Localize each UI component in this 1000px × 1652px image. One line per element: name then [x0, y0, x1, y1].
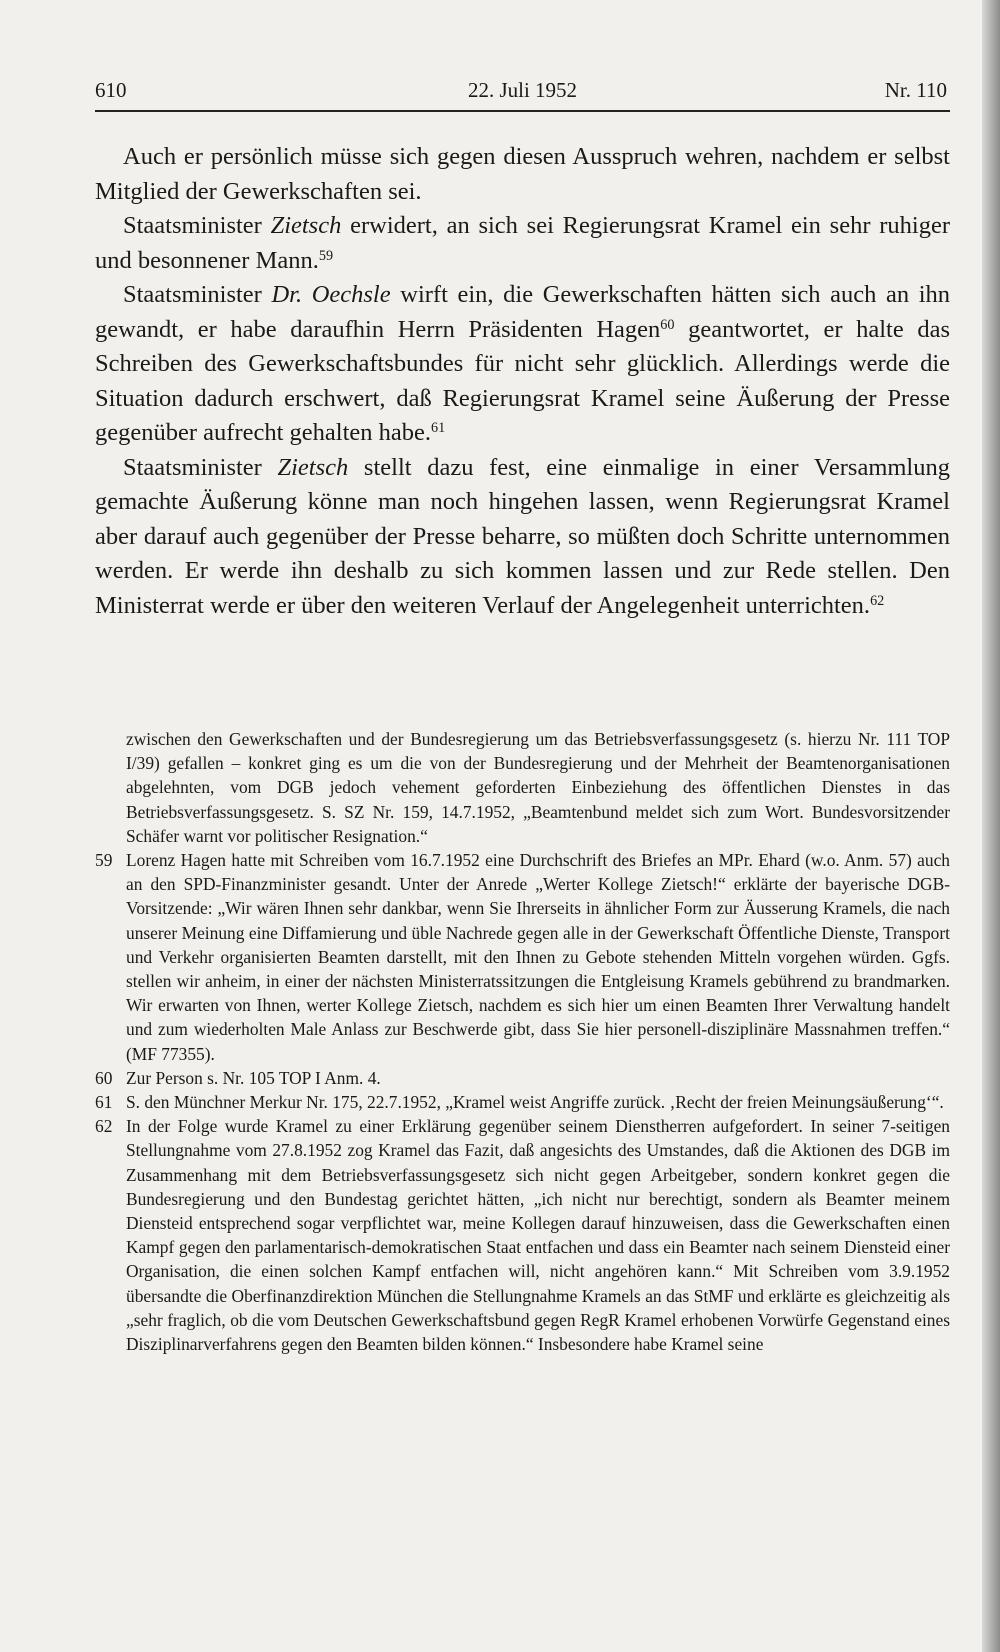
- page-edge-shadow: [982, 0, 1000, 1652]
- header-rule: [95, 110, 950, 112]
- footnote-62: 62 In der Folge wurde Kramel zu einer Erklärung gegenüber seinem Dienstherren aufgefordert. In seiner 7-seitigen Stellungnahme vom 27.8.1952 zog Kramel das Fazit, daß angesichts des Umstandes, daß die Aktionen des DGB im Zusammenhang mit dem Betriebsverfassungsgesetz sich nicht gegen Arbeitgeber, sondern konkret gegen die Bundesregierung und den Bundestag gerichtet hätten, „ich nicht nur berechtigt, sondern als Beamter meinem Diensteid entsprechend sogar verpflichtet war, meine Kollegen darauf hinzuweisen, dass die Gewerkschaften einen Kampf gegen den parlamentarisch-demokratischen Staat entfachen und dass ein Beamter nach seinem Diensteid einer Organisation, die einen solchen Kampf entfachen will, nicht angehören kann.“ Mit Schreiben vom 3.9.1952 übersandte die Oberfinanzdirektion München die Stellungnahme Kramels an das StMF und erklärte es gleichzeitig als „sehr fraglich, ob die vom Deutschen Gewerkschaftsbund gegen RegR Kramel erhobenen Vorwürfe Gegenstand eines Disziplinarverfahrens gegen den Beamten bilden können.“ Insbesondere habe Kramel seine: [95, 1116, 950, 1355]
- footnote-ref-60[interactable]: 60: [660, 316, 675, 333]
- footnote-61: 61 S. den Münchner Merkur Nr. 175, 22.7.1952, „Kramel weist Angriffe zurück. ‚Recht der freien Meinungsäußerung‘“.: [95, 1090, 950, 1114]
- footnote-ref-59[interactable]: 59: [318, 247, 334, 264]
- paragraph-1: Auch er persönlich müsse sich gegen diesen Ausspruch wehren, nachdem er selbst Mitglied der Gewerkschaften sei.: [95, 143, 950, 205]
- footnotes: [95, 727, 950, 1356]
- footnote-number: 60: [95, 1067, 113, 1088]
- footnote-60: 60 Zur Person s. Nr. 105 TOP I Anm. 4.: [95, 1066, 950, 1090]
- footnote-ref-61[interactable]: 61: [431, 420, 446, 437]
- paragraph-2: Staatsminister Zietsch erwidert, an sich sei Regierungsrat Kramel ein sehr ruhiger und besonnener Mann.$^{59}$: [95, 212, 950, 274]
- document-number: Nr. 110: [884, 78, 947, 102]
- running-header: [95, 78, 950, 108]
- speaker-name: Zietsch: [277, 453, 349, 481]
- footnote-number: 59: [95, 850, 113, 871]
- footnote-59: 59 Lorenz Hagen hatte mit Schreiben vom 16.7.1952 eine Durchschrift des Briefes an MPr. Ehard (w.o. Anm. 57) auch an den SPD-Finanzminister gesandt. Unter der Anrede „Werter Kollege Zietsch!“ erklärte der bayerische DGB-Vorsitzende: „Wir wären Ihnen sehr dankbar, wenn Sie Ihrerseits in ähnlicher Form zur Äusserung Kramels, die nach unserer Meinung eine Diffamierung und üble Nachrede gegen alle in der Gewerkschaft Öffentliche Dienste, Transport und Verkehr organisierten Beamten darstellt, mit den Ihnen zu Gebote stehenden Mitteln vorgehen würden. Ggfs. stellen wir anheim, in einer der nächsten Ministerratssitzungen die Entgleisung Kramels gebührend zu brandmarken. Wir erwarten von Ihnen, werter Kollege Zietsch, nachdem es sich hier um einen Beamten Ihrer Verwaltung handelt und zum wiederholten Male Anlass zur Beschwerde gibt, dass Sie hier personell-disziplinäre Massnahmen treffen.“ (MF 77355).: [95, 850, 950, 1064]
- footnote-number: 61: [95, 1092, 113, 1113]
- speaker-name: Zietsch: [270, 212, 342, 239]
- main-text: [95, 140, 950, 623]
- paragraph-3: Staatsminister Dr. Oechsle wirft ein, die Gewerkschaften hätten sich auch an ihn gewandt, er habe daraufhin Herrn Präsidenten Hagen$^{60}$ geantwortet, er halte das Schreiben des Gewerkschaftsbundes für nicht sehr glücklich. Allerdings werde die Situation dadurch erschwert, daß Regierungsrat Kramel seine Äußerung der Presse gegenüber aufrecht gehalten habe.$^{61}$: [95, 281, 950, 446]
- page-number: 610: [95, 78, 127, 102]
- speaker-name: Dr. Oechsle: [271, 281, 391, 308]
- header-date: 22. Juli 1952: [467, 78, 578, 102]
- footnote-continuation: zwischen den Gewerkschaften und der Bundesregierung um das Betriebsverfassungsgesetz (s. hierzu Nr. 111 TOP I/39) gefallen – konkret ging es um die von der Bundesregierung und der Mehrheit der Beamtenorganisationen abgelehnten, vom DGB jedoch vehement geforderten Einbeziehung des öffentlichen Dienstes in das Betriebsverfassungsgesetz. S. SZ Nr. 159, 14.7.1952, „Beamtenbund meldet sich zum Wort. Bundesvorsitzender Schäfer warnt vor politischer Resignation.“: [126, 729, 950, 846]
- footnote-number: 62: [95, 1116, 113, 1137]
- footnote-ref-62[interactable]: 62: [870, 592, 885, 609]
- paragraph-4: Staatsminister Zietsch stellt dazu fest, eine einmalige in einer Versammlung gemachte Äußerung könne man noch hingehen lassen, wenn Regierungsrat Kramel aber darauf auch gegenüber der Presse beharre, so müßten doch Schritte unternommen werden. Er werde ihn deshalb zu sich kommen lassen und zur Rede stellen. Den Ministerrat werde er über den weiteren Verlauf der Angelegenheit unterrichten.$^{62}$: [95, 453, 950, 619]
